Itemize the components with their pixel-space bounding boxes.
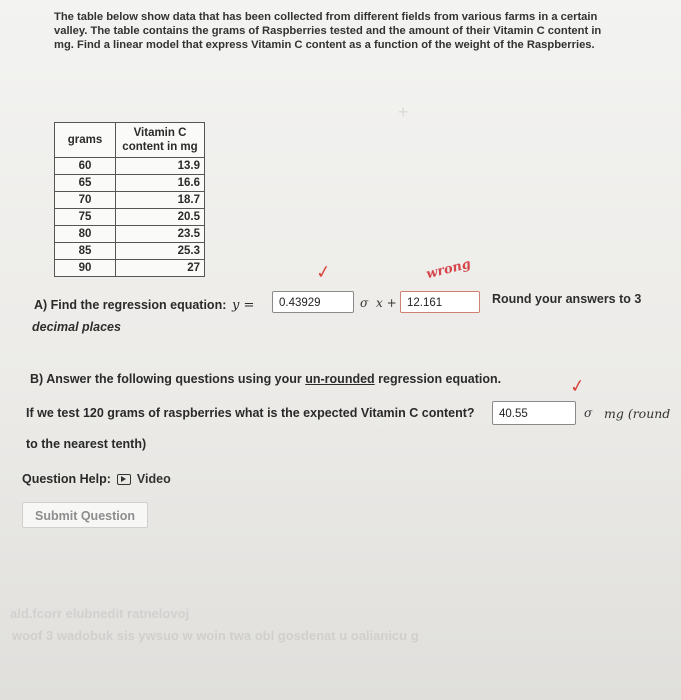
data-table [54,122,205,277]
header-vitamin-c: Vitamin C content in mg [116,123,205,158]
q2-answer-input[interactable]: 40.55 [492,401,576,425]
slope-input[interactable]: 0.43929 [272,291,354,313]
cell-vitamin: 20.5 [116,209,205,226]
cell-vitamin: 13.9 [116,158,205,175]
cell-vitamin: 23.5 [116,226,205,243]
table-row [55,209,205,226]
intro-line-3a: mg. Find a linear model that express [54,39,252,51]
table-row [55,226,205,243]
part-b-instruction [30,372,501,386]
intro-line-2: valley. The table contains the grams of Raspberries tested and the amount of their Vitamin C content in [54,25,602,37]
cell-vitamin: 25.3 [116,243,205,260]
faint-bleedthrough-2: woof 3 wadobuk sis ywsuo w woin twa obl gosdenat u oalianicu g [12,628,419,643]
part-a-label: A) Find the regression equation: [34,298,227,312]
table-row [55,260,205,277]
y-equals-label: y = [232,298,255,313]
question-2-continued: to the nearest tenth) [26,437,147,451]
question-2 [26,406,676,420]
intro-line-3c: as a function of the [345,39,455,51]
table-row [55,243,205,260]
submit-question-button[interactable]: Submit Question [22,502,148,528]
sigma-icon[interactable]: σ [360,296,369,310]
intro-line-1: The table below show data that has been collected from different fields from various farms in a certain [54,11,598,23]
decimal-places-note: decimal places [32,320,121,334]
faint-bleedthrough-1: ald.fcorr elubnedit ratnelovoj [10,606,190,621]
unit-label: mg (round [604,406,671,421]
part-b-text-b: regression equation. [374,372,502,386]
cell-grams: 65 [55,175,116,192]
header-grams: grams [55,123,116,158]
question-help-label: Question Help: [22,472,111,486]
table-row [55,175,205,192]
part-b-text-a: B) Answer the following questions using your [30,372,306,386]
intro-line-3d: weight of the Raspberries [454,39,592,51]
intro-line-3b: Vitamin C content [251,39,346,51]
cell-grams: 60 [55,158,116,175]
cell-grams: 80 [55,226,116,243]
cell-grams: 90 [55,260,116,277]
intercept-input[interactable]: 12.161 [400,291,480,313]
question-2-text: If we test 120 grams of raspberries what is the expected Vitamin C content? [26,406,475,420]
cell-grams: 85 [55,243,116,260]
sigma-icon[interactable]: σ [584,406,593,420]
cell-vitamin: 18.7 [116,192,205,209]
table-row [55,158,205,175]
question-help [22,472,171,486]
x-plus-label: x + [376,296,397,310]
video-link[interactable]: Video [136,472,171,486]
faint-plus-mark: + [398,102,409,122]
video-icon[interactable] [117,474,131,485]
intro-line-3 [54,38,634,52]
part-b-underlined: un-rounded [305,372,375,386]
cell-grams: 75 [55,209,116,226]
intro-line-3e: . [591,39,595,51]
slope-check-icon: ✓ [314,261,333,284]
q2-check-icon: ✓ [568,375,587,398]
intro-text [54,10,634,52]
table-row [55,192,205,209]
handwritten-wrong-note: wrong [424,256,473,283]
cell-vitamin: 27 [116,260,205,277]
cell-grams: 70 [55,192,116,209]
round-note: Round your answers to 3 [492,292,642,306]
cell-vitamin: 16.6 [116,175,205,192]
